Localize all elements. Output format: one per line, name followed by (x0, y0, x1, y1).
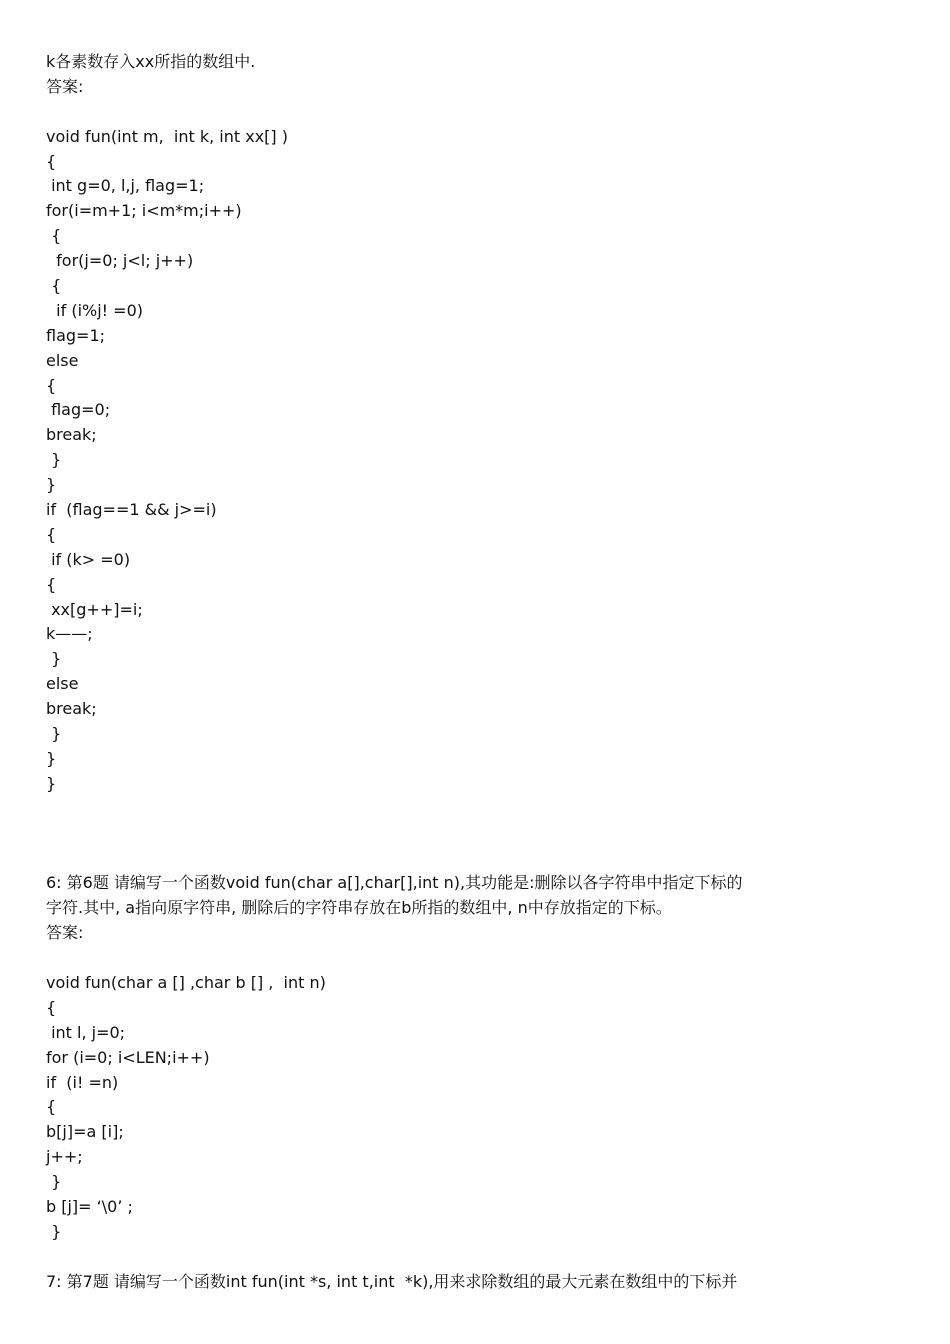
code-line: { (46, 524, 57, 544)
document-page (46, 50, 916, 1295)
question-text-line: 7: 第7题 请编写一个函数int fun(int *s, int t,int *k),用来求除数组的最大元素在数组中的下标并 (46, 1271, 738, 1291)
code-line: k——; (46, 624, 93, 644)
code-line: for (i=0; i<LEN;i++) (46, 1047, 210, 1067)
code-line: void fun(int m, int k, int xx[] ) (46, 126, 288, 146)
code-line: flag=1; (46, 325, 106, 345)
code-line: } (46, 649, 62, 669)
code-line: { (46, 574, 57, 594)
code-line: { (46, 375, 57, 395)
code-line: if (k> =0) (46, 549, 131, 569)
blank-space (46, 797, 916, 872)
code-line: else (46, 350, 79, 370)
question-text-line: 6: 第6题 请编写一个函数void fun(char a[],char[],int n),其功能是:删除以各字符串中指定下标的 (46, 873, 743, 893)
code-line: { (46, 1097, 57, 1117)
code-line: int g=0, l,j, flag=1; (46, 176, 205, 196)
code-line: for(i=m+1; i<m*m;i++) (46, 201, 242, 221)
code-line: b [j]= ‘\0’ ; (46, 1196, 133, 1216)
code-line: void fun(char a [] ,char b [] , int n) (46, 972, 326, 992)
code-line: { (46, 997, 57, 1017)
code-block-answer-5 (46, 125, 916, 797)
blank-line (46, 100, 916, 125)
question-7 (46, 1270, 916, 1295)
answer-label: 答案: (46, 76, 84, 96)
code-line: } (46, 748, 57, 768)
code-line: if (i! =n) (46, 1072, 119, 1092)
code-line: flag=0; (46, 400, 111, 420)
code-line: else (46, 674, 79, 694)
code-line: } (46, 1221, 62, 1241)
code-line: } (46, 1172, 62, 1192)
blank-line (46, 946, 916, 971)
blank-line (46, 1245, 916, 1270)
code-line: if (i%j! =0) (46, 300, 143, 320)
code-line: if (flag==1 && j>=i) (46, 500, 217, 520)
question-5-tail (46, 50, 916, 100)
code-line: break; (46, 425, 97, 445)
code-line: } (46, 773, 57, 793)
question-6 (46, 871, 916, 946)
code-line: b[j]=a [i]; (46, 1122, 124, 1142)
code-line: break; (46, 699, 97, 719)
code-line: } (46, 724, 62, 744)
question-text-line: k各素数存入xx所指的数组中. (46, 52, 256, 71)
code-line: { (46, 226, 62, 246)
code-line: } (46, 450, 62, 470)
answer-label: 答案: (46, 923, 84, 943)
question-text-line: 字符.其中, a指向原字符串, 删除后的字符串存放在b所指的数组中, n中存放指定的下标。 (46, 898, 672, 918)
code-line: for(j=0; j<l; j++) (46, 251, 194, 271)
code-block-answer-6 (46, 971, 916, 1245)
code-line: j++; (46, 1147, 83, 1167)
code-line: } (46, 475, 57, 495)
code-line: { (46, 276, 62, 296)
code-line: xx[g++]=i; (46, 599, 143, 619)
code-line: { (46, 151, 57, 171)
code-line: int l, j=0; (46, 1022, 126, 1042)
